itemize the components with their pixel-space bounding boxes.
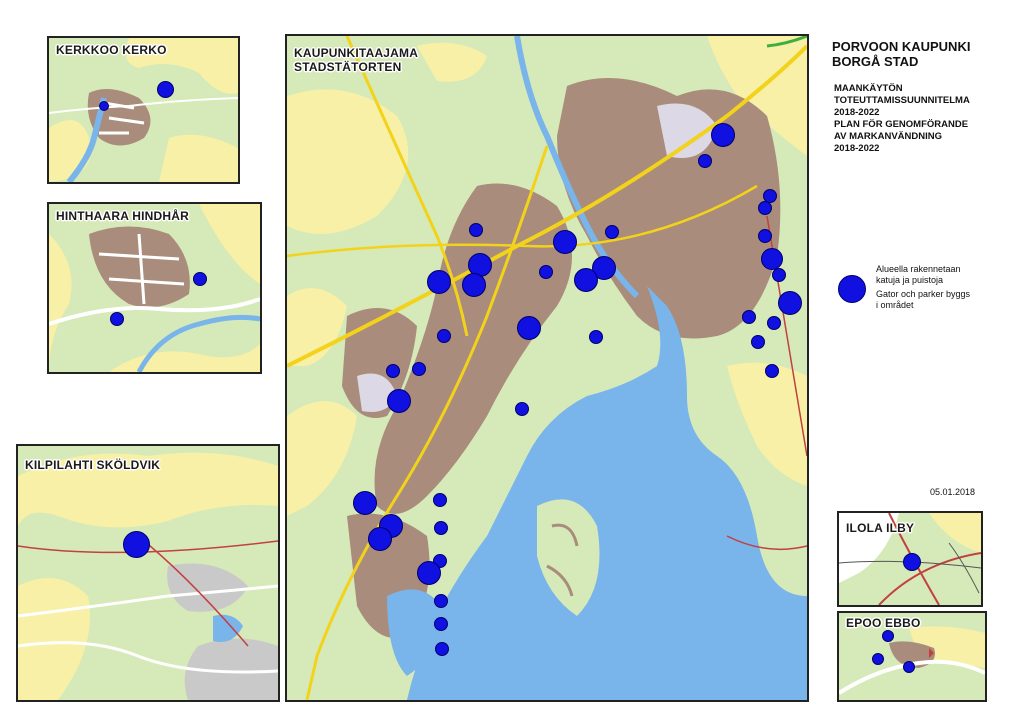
project-marker[interactable] [110,312,124,326]
project-marker[interactable] [437,329,451,343]
legend-text-line: Alueella rakennetaan [876,264,961,274]
project-marker[interactable] [387,389,411,413]
project-marker[interactable] [767,316,781,330]
subtitle-block [834,83,970,155]
main-map-label-fi: KAUPUNKITAAJAMA [294,46,419,60]
title-fi: PORVOON KAUPUNKI [832,39,971,54]
epoo-label: EPOO EBBO [846,616,921,630]
title-sv: BORGÅ STAD [832,54,919,69]
project-marker[interactable] [772,268,786,282]
project-marker[interactable] [758,229,772,243]
subtitle-line: MAANKÄYTÖN [834,83,903,94]
map-date: 05.01.2018 [930,487,976,497]
project-marker[interactable] [433,493,447,507]
inset-map-ilola[interactable] [837,511,983,607]
subtitle-line: AV MARKANVÄNDNING [834,131,943,142]
hinthaara-map-graphic [49,204,260,372]
project-marker[interactable] [193,272,207,286]
project-marker[interactable] [435,642,449,656]
legend-text-sv [876,289,996,311]
project-marker[interactable] [515,402,529,416]
project-marker[interactable] [903,553,921,571]
project-marker[interactable] [434,594,448,608]
project-marker[interactable] [872,653,884,665]
project-marker[interactable] [539,265,553,279]
inset-map-epoo[interactable] [837,611,987,702]
kilpilahti-map-graphic [18,446,278,700]
main-map-label [294,46,418,74]
project-marker[interactable] [157,81,174,98]
project-marker[interactable] [751,335,765,349]
main-map-label-sv: STADSTÄTORTEN [294,60,402,74]
kilpilahti-label: KILPILAHTI SKÖLDVIK [25,458,161,472]
kerkkoo-label: KERKKOO KERKO [56,43,167,57]
project-marker[interactable] [434,521,448,535]
ilola-label: ILOLA ILBY [846,521,915,535]
project-marker[interactable] [123,531,150,558]
project-marker[interactable] [99,101,109,111]
inset-map-kerkkoo[interactable] [47,36,240,184]
project-marker[interactable] [368,527,392,551]
project-marker[interactable] [698,154,712,168]
legend-text-line: katuja ja puistoja [876,275,944,285]
project-marker[interactable] [517,316,541,340]
project-marker[interactable] [903,661,915,673]
project-marker[interactable] [412,362,426,376]
project-marker[interactable] [742,310,756,324]
project-marker[interactable] [462,273,486,297]
legend-text-fi [876,264,996,286]
project-marker[interactable] [882,630,894,642]
project-marker[interactable] [761,248,783,270]
project-marker[interactable] [758,201,772,215]
project-marker[interactable] [417,561,441,585]
project-marker[interactable] [553,230,577,254]
project-marker[interactable] [765,364,779,378]
title-block [832,39,970,69]
subtitle-line: 2018-2022 [834,107,880,118]
project-marker[interactable] [469,223,483,237]
project-marker[interactable] [353,491,377,515]
project-marker[interactable] [574,268,598,292]
project-marker[interactable] [605,225,619,239]
project-marker[interactable] [778,291,802,315]
project-marker[interactable] [589,330,603,344]
subtitle-line: 2018-2022 [834,143,880,154]
subtitle-line: PLAN FÖR GENOMFÖRANDE [834,119,969,130]
legend-text-line: Gator och parker byggs [876,289,971,299]
main-map[interactable] [285,34,809,702]
project-marker[interactable] [427,270,451,294]
legend-text-line: i området [876,300,914,310]
project-marker[interactable] [434,617,448,631]
subtitle-line: TOTEUTTAMISSUUNNITELMA [834,95,970,106]
hinthaara-label: HINTHAARA HINDHÅR [56,209,189,223]
inset-map-hinthaara[interactable] [47,202,262,374]
legend-marker-icon [838,275,866,303]
inset-map-kilpilahti[interactable] [16,444,280,702]
project-marker[interactable] [711,123,735,147]
kerkkoo-map-graphic [49,38,238,182]
project-marker[interactable] [386,364,400,378]
